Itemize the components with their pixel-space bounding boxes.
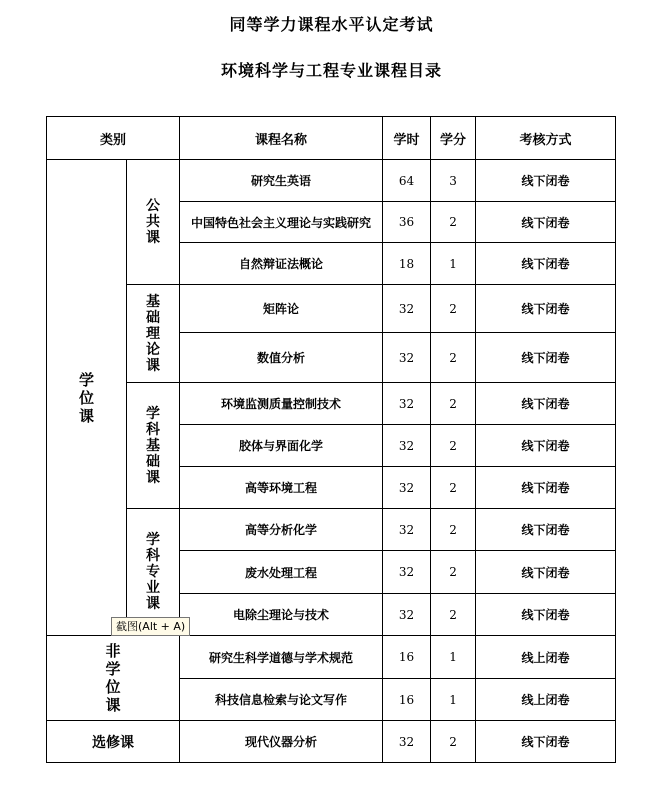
course-name: 废水处理工程 [180, 551, 383, 594]
course-credits: 2 [431, 467, 476, 509]
header-category: 类别 [47, 117, 180, 160]
table-row [47, 285, 616, 333]
course-name: 研究生英语 [180, 160, 383, 202]
table-header-row [47, 117, 616, 160]
group-degree: 学位课 [47, 160, 127, 636]
course-hours: 32 [383, 721, 431, 763]
course-exam: 线下闭卷 [476, 467, 616, 509]
course-name: 高等分析化学 [180, 509, 383, 551]
course-exam: 线上闭卷 [476, 636, 616, 679]
course-hours: 18 [383, 243, 431, 285]
course-hours: 32 [383, 285, 431, 333]
group-basic-theory: 基础理论课 [127, 285, 180, 383]
course-hours: 32 [383, 594, 431, 636]
table-row [47, 509, 616, 551]
course-hours: 16 [383, 679, 431, 721]
course-exam: 线下闭卷 [476, 160, 616, 202]
table-row [47, 383, 616, 425]
course-hours: 32 [383, 509, 431, 551]
course-name: 环境监测质量控制技术 [180, 383, 383, 425]
course-credits: 2 [431, 202, 476, 243]
header-course-name: 课程名称 [180, 117, 383, 160]
course-exam: 线下闭卷 [476, 383, 616, 425]
group-discipline-major: 学科专业课 [127, 509, 180, 636]
course-name: 数值分析 [180, 333, 383, 383]
course-name: 电除尘理论与技术 [180, 594, 383, 636]
course-hours: 36 [383, 202, 431, 243]
course-credits: 2 [431, 333, 476, 383]
course-credits: 2 [431, 594, 476, 636]
course-name: 胶体与界面化学 [180, 425, 383, 467]
document-title: 同等学力课程水平认定考试 [229, 15, 434, 34]
course-credits: 2 [431, 721, 476, 763]
course-hours: 32 [383, 425, 431, 467]
course-exam: 线下闭卷 [476, 594, 616, 636]
course-exam: 线下闭卷 [476, 243, 616, 285]
course-hours: 64 [383, 160, 431, 202]
group-public: 公共课 [127, 160, 180, 285]
course-hours: 32 [383, 551, 431, 594]
course-credits: 2 [431, 383, 476, 425]
header-exam: 考核方式 [476, 117, 616, 160]
course-name: 研究生科学道德与学术规范 [180, 636, 383, 679]
course-hours: 16 [383, 636, 431, 679]
course-hours: 32 [383, 383, 431, 425]
course-exam: 线下闭卷 [476, 202, 616, 243]
course-name: 高等环境工程 [180, 467, 383, 509]
group-discipline-basic: 学科基础课 [127, 383, 180, 509]
header-credits: 学分 [431, 117, 476, 160]
course-name: 自然辩证法概论 [180, 243, 383, 285]
group-non-degree: 非学位课 [47, 636, 180, 721]
screenshot-tooltip: 截图(Alt + A) [111, 617, 190, 636]
table-row [47, 636, 616, 679]
course-credits: 3 [431, 160, 476, 202]
group-elective: 选修课 [47, 721, 180, 763]
course-credits: 2 [431, 509, 476, 551]
course-credits: 2 [431, 425, 476, 467]
course-catalog-table [46, 116, 616, 763]
header-hours: 学时 [383, 117, 431, 160]
course-name: 现代仪器分析 [180, 721, 383, 763]
course-name: 中国特色社会主义理论与实践研究 [180, 202, 383, 243]
course-credits: 2 [431, 551, 476, 594]
course-exam: 线下闭卷 [476, 425, 616, 467]
document-subtitle: 环境科学与工程专业课程目录 [220, 61, 442, 80]
course-credits: 1 [431, 636, 476, 679]
course-name: 矩阵论 [180, 285, 383, 333]
table-row [47, 721, 616, 763]
course-exam: 线下闭卷 [476, 509, 616, 551]
course-credits: 1 [431, 243, 476, 285]
table-row [47, 160, 616, 202]
course-name: 科技信息检索与论文写作 [180, 679, 383, 721]
course-exam: 线下闭卷 [476, 333, 616, 383]
course-hours: 32 [383, 333, 431, 383]
course-credits: 1 [431, 679, 476, 721]
course-exam: 线下闭卷 [476, 551, 616, 594]
course-exam: 线上闭卷 [476, 679, 616, 721]
course-credits: 2 [431, 285, 476, 333]
course-hours: 32 [383, 467, 431, 509]
course-exam: 线下闭卷 [476, 285, 616, 333]
course-exam: 线下闭卷 [476, 721, 616, 763]
